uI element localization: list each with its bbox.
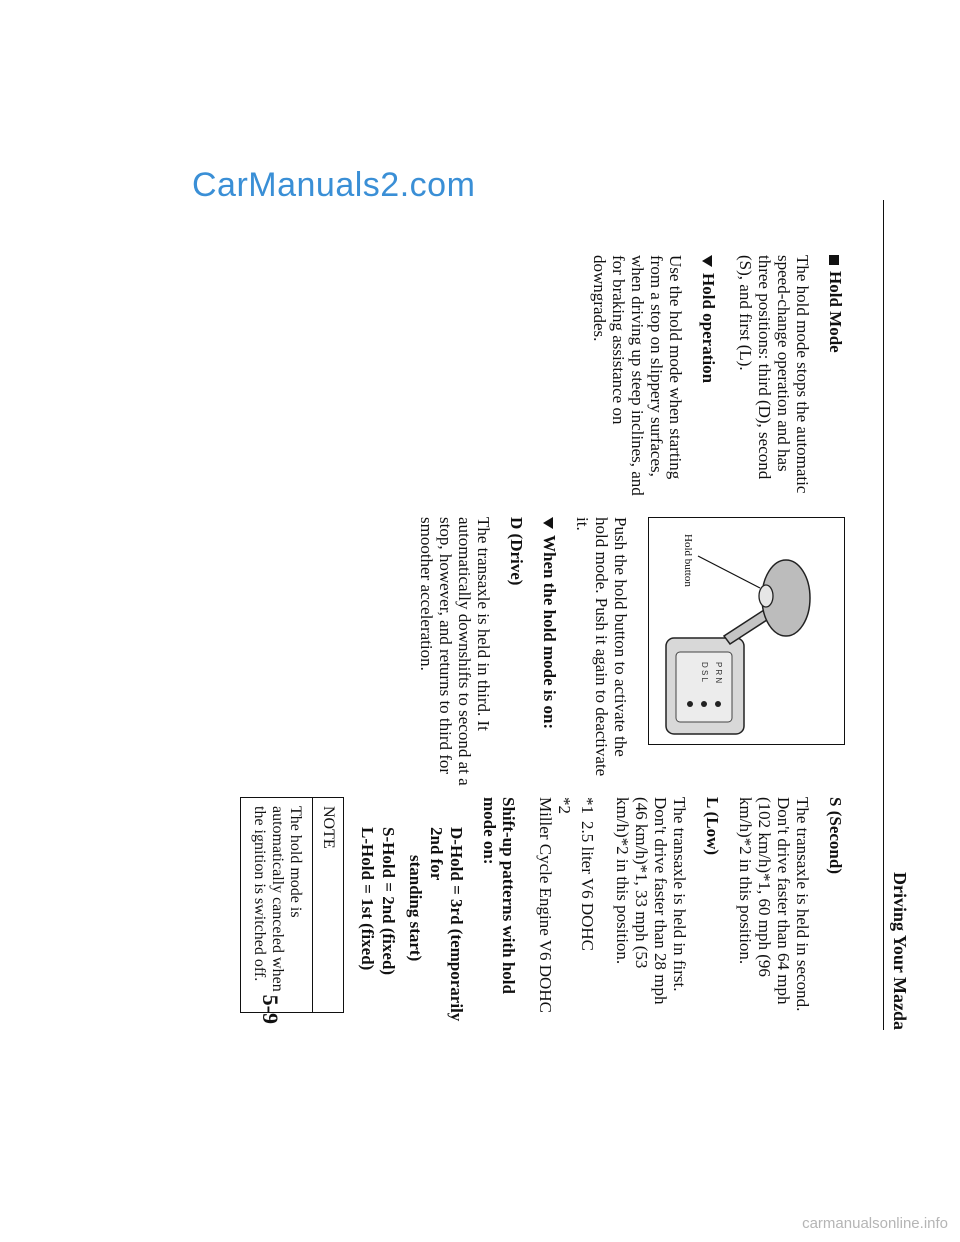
note-text: The hold mode is automatically canceled when the ignition is switched off.	[250, 806, 305, 992]
footnote-1: *12.5 liter V6 DOHC	[577, 797, 597, 952]
page-header-title: Driving Your Mazda	[890, 871, 910, 1030]
note-box	[240, 797, 344, 1013]
low-heading: L (Low)	[702, 797, 722, 856]
triangle-bullet-icon	[702, 255, 712, 267]
column-hold-button	[405, 517, 845, 787]
watermark-carmanualsonline: carmanualsonline.info	[802, 1215, 948, 1232]
hold-button-label: Hold button	[682, 534, 694, 587]
pattern-d-hold-cont: standing start)	[406, 855, 426, 962]
second-text: The transaxle is held in second. Don't drive faster than 64 mph (102 km/h)*1, 60 mph (96 km/h)*2 in this position.	[735, 797, 812, 1012]
svg-text:D S L: D S L	[700, 662, 709, 683]
footnote-2: *2Miller Cycle Engine V6 DOHC	[535, 797, 574, 1013]
note-heading: NOTE	[312, 798, 343, 1012]
square-bullet-icon	[829, 255, 839, 265]
shift-lever-figure	[648, 517, 845, 745]
pattern-l-hold: L-Hold = 1st (fixed)	[358, 827, 378, 971]
push-hold-button-text: Push the hold button to activate the hold mode. Push it again to deactivate it.	[572, 517, 630, 777]
hold-mode-heading: Hold Mode	[826, 255, 845, 505]
footnotes	[536, 797, 597, 1030]
triangle-bullet-icon	[543, 517, 553, 529]
column-hold-mode	[578, 255, 845, 505]
pattern-s-hold: S-Hold = 2nd (fixed)	[379, 827, 399, 976]
watermark-carmanuals2: CarManuals2.com	[192, 166, 476, 204]
page-number: 5-9	[258, 994, 283, 1024]
rotated-manual-page	[220, 200, 920, 1030]
shift-up-heading: Shift-up patterns with hold mode on:	[479, 797, 518, 994]
manual-page	[220, 200, 920, 1030]
drive-heading: D (Drive)	[506, 517, 526, 586]
column-positions	[240, 797, 845, 1030]
svg-text:P R N: P R N	[714, 662, 723, 684]
shift-patterns	[358, 797, 465, 1030]
pattern-d-hold: D-Hold = 3rd (temporarily 2nd for	[427, 827, 466, 1022]
header-rule	[883, 200, 884, 1030]
shift-lever-illustration	[649, 518, 844, 744]
hold-operation-text: Use the hold mode when starting from a stop on slippery surfaces, when driving up steep inclines, and for braking assistance on downgrades.	[589, 255, 685, 496]
drive-text: The transaxle is held in third. It automatically downshifts to second at a stop, however, and returns to third for smoother acceleration.	[416, 517, 493, 786]
second-heading: S (Second)	[826, 797, 845, 874]
low-text: The transaxle is held in first. Don't drive faster than 28 mph (46 km/h)*1, 33 mph (53 km/h)*2 in this position.	[612, 797, 689, 1005]
when-hold-mode-on-heading: When the hold mode is on:	[540, 517, 559, 787]
hold-mode-intro: The hold mode stops the automatic speed-change operation and has three positions: third (D), second (S), and first (L).	[735, 255, 812, 494]
hold-operation-heading: Hold operation	[699, 255, 718, 505]
